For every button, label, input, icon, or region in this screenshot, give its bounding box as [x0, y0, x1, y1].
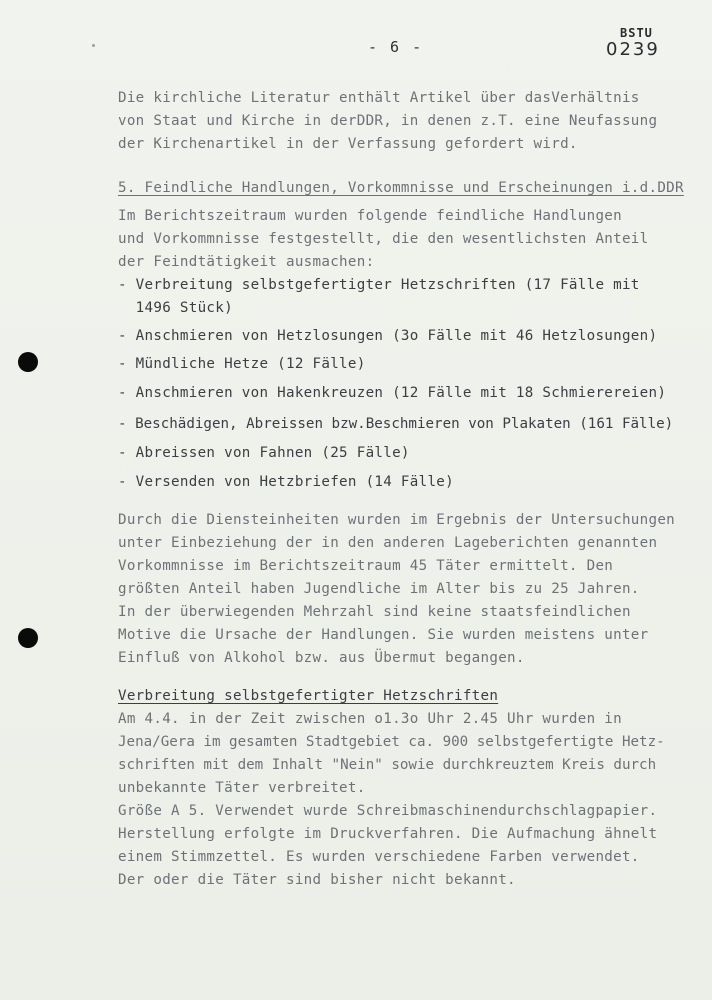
intro-line: von Staat und Kirche in derDDR, in denen z.T. eine Neufassung	[118, 113, 658, 129]
subsection-line: Am 4.4. in der Zeit zwischen o1.3o Uhr 2.45 Uhr wurden in	[118, 711, 622, 727]
section-intro-line: und Vorkommnisse festgestellt, die den wesentlichsten Anteil	[118, 231, 649, 247]
page-number: - 6 -	[368, 38, 424, 56]
subsection-line: unbekannte Täter verbreitet.	[118, 780, 366, 796]
archive-stamp-label: BSTU	[620, 26, 653, 40]
corner-mark	[92, 44, 95, 47]
subsection-line: Jena/Gera im gesamten Stadtgebiet ca. 900 selbstgefertigte Hetz-	[118, 734, 665, 750]
summary-line: Einfluß von Alkohol bzw. aus Übermut begangen.	[118, 650, 525, 666]
summary-line: unter Einbeziehung der in den anderen Lageberichten genannten	[118, 535, 658, 551]
archive-stamp-number: 0239	[606, 39, 660, 60]
summary-line: Motive die Ursache der Handlungen. Sie wurden meistens unter	[118, 627, 649, 643]
subsection-line: schriften mit dem Inhalt "Nein" sowie durchkreuztem Kreis durch	[118, 757, 657, 773]
list-item: - Anschmieren von Hetzlosungen (3o Fälle mit 46 Hetzlosungen)	[118, 328, 658, 344]
subsection-line: einem Stimmzettel. Es wurden verschiedene Farben verwendet.	[118, 849, 640, 865]
section-heading: 5. Feindliche Handlungen, Vorkommnisse und Erscheinungen i.d.DDR	[118, 180, 684, 196]
subsection-line: Größe A 5. Verwendet wurde Schreibmaschinendurchschlagpapier.	[118, 803, 658, 819]
list-item: - Abreissen von Fahnen (25 Fälle)	[118, 445, 410, 461]
intro-line: der Kirchenartikel in der Verfassung gefordert wird.	[118, 136, 578, 152]
summary-line: In der überwiegenden Mehrzahl sind keine staatsfeindlichen	[118, 604, 631, 620]
punch-hole-lower	[18, 628, 38, 648]
section-intro-line: der Feindtätigkeit ausmachen:	[118, 254, 375, 270]
subsection-heading: Verbreitung selbstgefertigter Hetzschriften	[118, 688, 499, 704]
list-item: - Beschädigen, Abreissen bzw.Beschmieren von Plakaten (161 Fälle)	[118, 416, 674, 432]
summary-line: Vorkommnisse im Berichtszeitraum 45 Täter ermittelt. Den	[118, 558, 614, 574]
list-item: 1496 Stück)	[118, 300, 233, 316]
subsection-line: Der oder die Täter sind bisher nicht bekannt.	[118, 872, 516, 888]
section-intro-line: Im Berichtszeitraum wurden folgende feindliche Handlungen	[118, 208, 622, 224]
subsection-line: Herstellung erfolgte im Druckverfahren. Die Aufmachung ähnelt	[118, 826, 658, 842]
list-item: - Anschmieren von Hakenkreuzen (12 Fälle mit 18 Schmierereien)	[118, 385, 667, 401]
summary-line: größten Anteil haben Jugendliche im Alter bis zu 25 Jahren.	[118, 581, 640, 597]
punch-hole-upper	[18, 352, 38, 372]
list-item: - Verbreitung selbstgefertigter Hetzschriften (17 Fälle mit	[118, 277, 640, 293]
list-item: - Mündliche Hetze (12 Fälle)	[118, 356, 366, 372]
list-item: - Versenden von Hetzbriefen (14 Fälle)	[118, 474, 454, 490]
summary-line: Durch die Diensteinheiten wurden im Ergebnis der Untersuchungen	[118, 512, 676, 528]
intro-line: Die kirchliche Literatur enthält Artikel über dasVerhältnis	[118, 90, 640, 106]
